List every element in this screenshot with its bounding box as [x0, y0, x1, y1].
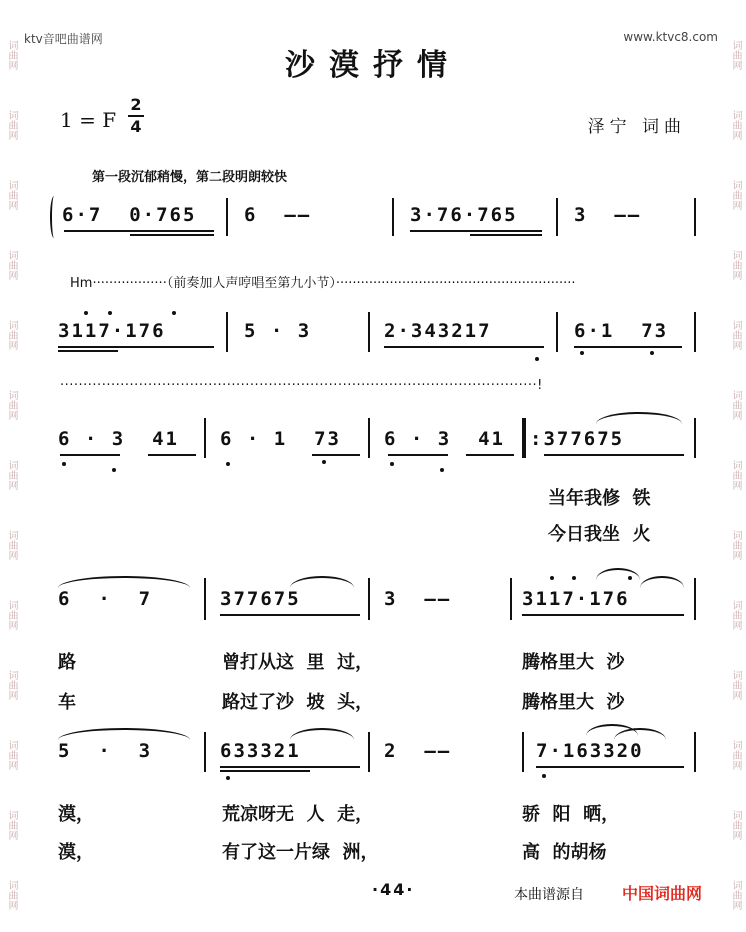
barline — [510, 578, 512, 620]
barline — [392, 198, 394, 236]
measure: 6 · 1 73 — [220, 428, 341, 450]
barline — [694, 312, 696, 352]
beam-line — [574, 346, 682, 348]
side-watermark: 词曲网 — [730, 880, 741, 910]
side-watermark: 词曲网 — [730, 530, 741, 560]
measure: 377675 — [220, 588, 301, 610]
barline — [694, 732, 696, 772]
octave-dot — [572, 576, 576, 580]
side-watermark: 词曲网 — [6, 320, 17, 350]
lyric-line: 荒凉呀无 人 走， — [222, 804, 374, 825]
side-watermark: 词曲网 — [730, 740, 741, 770]
barline — [368, 312, 370, 352]
lyric-word: 车 — [58, 692, 76, 713]
measure: 3 —— — [384, 588, 452, 610]
beam-line — [470, 234, 542, 236]
side-watermark: 词曲网 — [6, 740, 17, 770]
beam-line — [466, 454, 514, 456]
tempo-note: 第一段沉郁稍慢，第二段明朗较快 — [92, 170, 288, 185]
side-watermark: 词曲网 — [730, 810, 741, 840]
measure: 2·343217 — [384, 320, 492, 342]
tie — [58, 576, 190, 588]
beam-line — [410, 230, 542, 232]
side-watermark: 词曲网 — [730, 110, 741, 140]
time-signature-bottom: 4 — [130, 117, 142, 136]
header-watermark-right[interactable]: www.ktvc8.com — [623, 30, 718, 44]
slur — [596, 568, 640, 580]
octave-dot — [108, 311, 112, 315]
barline — [368, 732, 370, 772]
octave-dot — [226, 462, 230, 466]
lyric-word: 漠， — [58, 842, 94, 863]
slur — [640, 576, 684, 588]
lyric-word: 路 — [58, 652, 76, 673]
right-watermark-strip — [724, 0, 746, 932]
side-watermark: 词曲网 — [730, 180, 741, 210]
side-watermark: 词曲网 — [730, 670, 741, 700]
beam-line — [58, 350, 118, 352]
measure: 6·1 73 — [574, 320, 669, 342]
lyric-line: 腾格里大 沙 — [522, 692, 625, 713]
side-watermark: 词曲网 — [6, 670, 17, 700]
barline — [226, 198, 228, 236]
octave-dot — [628, 576, 632, 580]
header-watermark-left: ktv音吧曲谱网 — [24, 32, 103, 46]
lyric-line: 腾格里大 沙 — [522, 652, 625, 673]
octave-dot — [550, 576, 554, 580]
beam-line — [220, 770, 310, 772]
beam-line — [130, 234, 214, 236]
barline — [556, 312, 558, 352]
slur — [290, 728, 354, 740]
side-watermark: 词曲网 — [6, 880, 17, 910]
octave-dot — [580, 351, 584, 355]
beam-line — [64, 230, 214, 232]
measure: 6·7 0·765 — [62, 204, 197, 226]
tie — [58, 728, 190, 740]
left-watermark-strip — [0, 0, 22, 932]
side-watermark: 词曲网 — [730, 250, 741, 280]
key-signature: 1 = F — [60, 108, 117, 132]
time-signature-top: 2 — [130, 95, 142, 114]
side-watermark: 词曲网 — [6, 810, 17, 840]
side-watermark: 词曲网 — [6, 250, 17, 280]
beam-line — [522, 614, 684, 616]
barline — [694, 198, 696, 236]
barline — [368, 418, 370, 458]
page-number: ·44· — [372, 880, 415, 899]
lyric-line: 今日我坐 火 — [548, 524, 651, 545]
octave-dot — [535, 357, 539, 361]
octave-dot — [390, 462, 394, 466]
measure: 3117·176 — [58, 320, 166, 342]
octave-dot — [62, 462, 66, 466]
lyric-line: 路过了沙 坡 头， — [222, 692, 374, 713]
song-title: 沙漠抒情 — [285, 48, 461, 83]
octave-dot — [440, 468, 444, 472]
beam-line — [58, 346, 214, 348]
barline — [204, 732, 206, 772]
beam-line — [388, 454, 448, 456]
barline — [368, 578, 370, 620]
barline — [226, 312, 228, 352]
measure: 3·76·765 — [410, 204, 518, 226]
repeat-start-barline — [522, 418, 526, 458]
site-link[interactable]: 中国词曲网 — [622, 884, 703, 903]
side-watermark: 词曲网 — [6, 390, 17, 420]
measure: 2 —— — [384, 740, 452, 762]
side-watermark: 词曲网 — [730, 600, 741, 630]
barline — [204, 578, 206, 620]
barline — [556, 198, 558, 236]
beam-line — [220, 766, 360, 768]
author-credit: 泽宁 词曲 — [587, 117, 686, 137]
lyric-line: 高 的胡杨 — [522, 842, 607, 863]
barline — [694, 418, 696, 458]
octave-dot — [650, 351, 654, 355]
beam-line — [312, 454, 360, 456]
side-watermark: 词曲网 — [6, 460, 17, 490]
measure: 3 —— — [574, 204, 642, 226]
beam-line — [544, 454, 684, 456]
beam-line — [60, 454, 120, 456]
measure: 6 · 3 41 — [58, 428, 179, 450]
barline — [204, 418, 206, 458]
time-signature — [128, 96, 144, 136]
measure: 3117·176 — [522, 588, 630, 610]
measure: 6 —— — [244, 204, 312, 226]
side-watermark: 词曲网 — [730, 40, 741, 70]
measure: 7·163320 — [536, 740, 644, 762]
beam-line — [220, 614, 360, 616]
octave-dot — [172, 311, 176, 315]
lyric-word: 漠， — [58, 804, 94, 825]
slur — [596, 412, 682, 424]
octave-dot — [322, 460, 326, 464]
slur — [290, 576, 354, 588]
source-note: 本曲谱源自 — [514, 887, 584, 903]
side-watermark: 词曲网 — [730, 390, 741, 420]
beam-line — [384, 346, 544, 348]
lyric-line: 有了这一片绿 洲， — [222, 842, 379, 863]
side-watermark: 词曲网 — [6, 530, 17, 560]
octave-dot — [542, 774, 546, 778]
lyric-line: 曾打从这 里 过， — [222, 652, 374, 673]
side-watermark: 词曲网 — [6, 40, 17, 70]
lyric-line: 当年我修 铁 — [548, 488, 651, 509]
barline — [694, 578, 696, 620]
measure: 6 · 7 — [58, 588, 153, 610]
system-brace — [50, 196, 58, 238]
side-watermark: 词曲网 — [730, 460, 741, 490]
hum-annotation: Hm··················（前奏加人声哼唱至第九小节）·························································· — [70, 276, 576, 291]
lyric-line: 骄 阳 晒， — [522, 804, 620, 825]
measure: 633321 — [220, 740, 301, 762]
octave-dot — [112, 468, 116, 472]
measure: 6 · 3 41 — [384, 428, 505, 450]
measure: 5 · 3 — [244, 320, 312, 342]
beam-line — [148, 454, 196, 456]
side-watermark: 词曲网 — [6, 600, 17, 630]
side-watermark: 词曲网 — [6, 110, 17, 140]
measure: :377675 — [530, 428, 625, 450]
measure: 5 · 3 — [58, 740, 153, 762]
barline — [522, 732, 524, 772]
hum-continuation: ·······································································································! — [60, 378, 543, 393]
side-watermark: 词曲网 — [6, 180, 17, 210]
side-watermark: 词曲网 — [730, 320, 741, 350]
octave-dot — [226, 776, 230, 780]
beam-line — [536, 766, 684, 768]
octave-dot — [84, 311, 88, 315]
